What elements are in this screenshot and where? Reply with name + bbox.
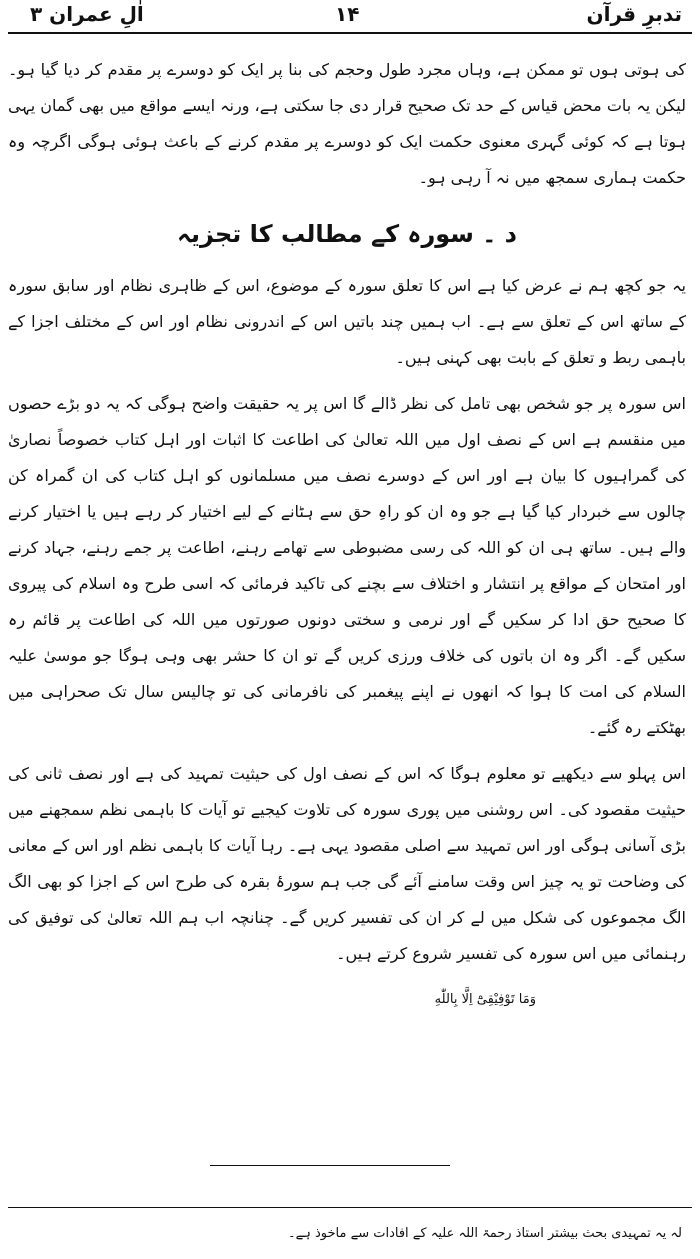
main-text <box>8 52 686 1028</box>
paragraph-2: اس سورہ پر جو شخص بھی تامل کی نظر ڈالے گا اس پر یہ حقیقت واضح ہوگی کہ یہ دو بڑے حصوں میں منقسم ہے اس کے نصف اول میں اللہ تعالیٰ کی اطاعت کا اثبات اور اہل کتاب خصوصاً نصاریٰ کی گمراہیوں کا بیان ہے اور اس کے دوسرے نصف میں مسلمانوں کو اہل کتاب کی ان گمراہ کن چالوں سے خبردار کیا گیا ہے جو وہ ان کو راہِ حق سے ہٹانے کے لیے اختیار کر رہے ہیں یا اختیار کرنے والے ہیں۔ ساتھ ہی ان کو اللہ کی رسی مضبوطی سے تھامے رہنے، اطاعت پر جمے رہنے، جہاد کرنے اور امتحان کے مواقع پر انتشار و اختلاف سے بچنے کی تاکید فرمائی کہ اسی طرح وہ اسلام کی پیروی کا صحیح حق ادا کر سکیں گے اور نرمی و سختی دونوں صورتوں میں اللہ کی اطاعت پر قائم رہ سکیں گے۔ اگر وہ ان باتوں کی خلاف ورزی کریں گے تو ان کا حشر بھی وہی ہوگا جو موسیٰ علیہ السلام کی امت کا ہوا کہ انھوں نے اپنے پیغمبر کی نافرمانی کی تو چالیس سال تک صحراہی میں بھٹکتے رہ گئے۔ <box>8 394 686 737</box>
page-number: ۱۴ <box>335 2 360 26</box>
book-title: تدبرِ قرآن <box>586 2 682 26</box>
closing-phrase: وَمَا تَوْفِيْقِیْٓ اِلَّا بِاللّٰهِ <box>434 992 536 1007</box>
footnote: لہ یہ تمہیدی بحث بیشتر استاذ رحمۃ اللہ علیہ کے افادات سے ماخوذ ہے۔ <box>288 1226 682 1241</box>
header-divider <box>8 32 692 34</box>
intro-paragraph: کی ہوتی ہوں تو ممکن ہے، وہاں مجرد طول وحجم کی بنا پر ایک کو دوسرے پر مقدم کر دیا گیا ہو۔ لیکن یہ بات محض قیاس کے حد تک صحیح قرار دی جا سکتی ہے، ورنہ ایسے مواقع میں بھی گمان یہی ہوتا ہے کہ کوئی گہری معنوی حکمت ایک کو دوسرے پر مقدم کرنے کے باعث ہوئی ہوگی اگرچہ وہ حکمت ہماری سمجھ میں نہ آ رہی ہو۔ <box>8 60 686 187</box>
surah-name: اٰلِ عمران ۳ <box>30 2 144 26</box>
end-divider <box>210 1165 450 1166</box>
section-heading: د ۔ سورہ کے مطالب کا تجزیہ <box>176 220 517 248</box>
paragraph-1: یہ جو کچھ ہم نے عرض کیا ہے اس کا تعلق سورہ کے موضوع، اس کے ظاہری نظام اور سابق سورہ کے ساتھ اس کے تعلق سے ہے۔ اب ہمیں چند باتیں اس کے اندرونی نظام اور اس کے مختلف اجزا کے باہمی ربط و تعلق کے بابت بھی کہنی ہیں۔ <box>8 276 686 367</box>
footnote-divider <box>8 1207 692 1208</box>
paragraph-3: اس پہلو سے دیکھیے تو معلوم ہوگا کہ اس کے نصف اول کی حیثیت تمہید کی ہے اور نصف ثانی کی حیثیت مقصود کی۔ اس روشنی میں پوری سورہ کی تلاوت کیجیے تو آیات کا باہمی نظم سمجھنے میں بڑی آسانی ہوگی اور اس تمہید سے اصلی مقصود یہی ہے۔ رہا آیات کا باہمی نظم اور اس کے معانی کی وضاحت تو یہ چیز اس وقت سامنے آئے گی جب ہم سورۂ بقرہ کی طرح اس کے اجزا کو بھی الگ الگ مجموعوں کی شکل میں لے کر ان کی تفسیر کریں گے۔ چنانچہ اب ہم اللہ تعالیٰ کی توفیق کی رہنمائی میں اس سورہ کی تفسیر شروع کرتے ہیں۔ <box>8 764 686 963</box>
